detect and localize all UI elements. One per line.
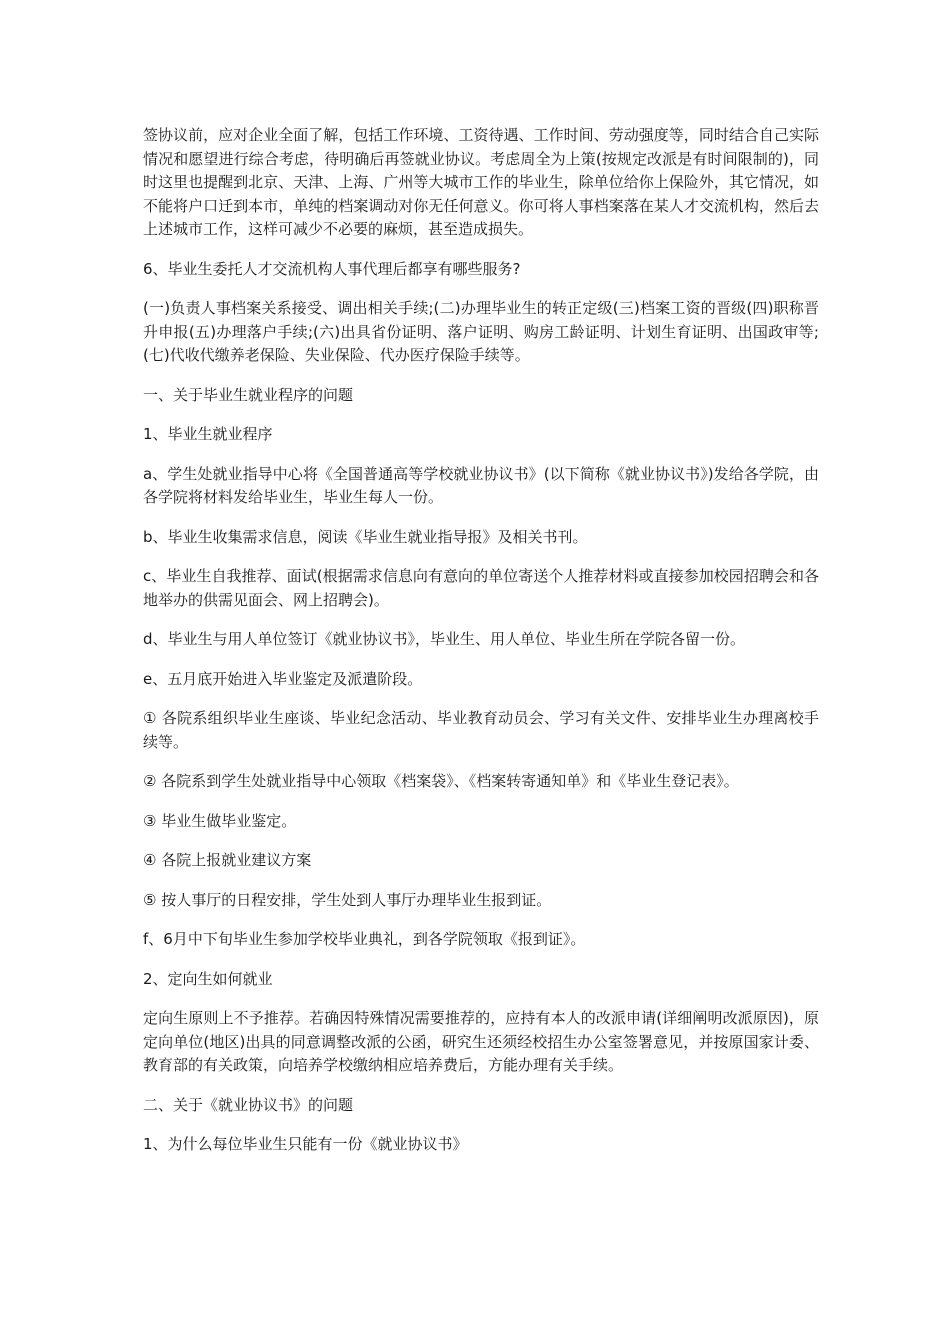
step-c-paragraph: c、毕业生自我推荐、面试(根据需求信息向有意向的单位寄送个人推荐材料或直接参加校园招聘会和各地举办的供需见面会、网上招聘会)。 xyxy=(143,567,819,609)
step-e-paragraph: e、五月底开始进入毕业鉴定及派遣阶段。 xyxy=(143,669,423,688)
directed-student-paragraph: 定向生原则上不予推荐。若确因特殊情况需要推荐的，应持有本人的改派申请(详细阐明改派原因)，原定向单位(地区)出具的同意调整改派的公函，研究生还须经校招生办公室签署意见，并按原国家计委、教育部的有关政策，向培养学校缴纳相应培养费后，方能办理有关手续。 xyxy=(143,1009,819,1074)
section-1-heading: 一、关于毕业生就业程序的问题 xyxy=(143,385,354,404)
substep-3-paragraph: ③ 毕业生做毕业鉴定。 xyxy=(143,811,297,830)
section-2-heading: 二、关于《就业协议书》的问题 xyxy=(143,1095,354,1114)
section-2-question-1: 1、为什么每位毕业生只能有一份《就业协议书》 xyxy=(143,1135,468,1153)
substep-1-paragraph: ① 各院系组织毕业生座谈、毕业纪念活动、毕业教育动员会、学习有关文件、安排毕业生办理离校手续等。 xyxy=(143,709,819,751)
substep-5-paragraph: ⑤ 按人事厅的日程安排，学生处到人事厅办理毕业生报到证。 xyxy=(143,890,552,909)
step-f-paragraph: f、6月中下旬毕业生参加学校毕业典礼，到各学院领取《报到证》。 xyxy=(143,930,586,948)
subsection-2-heading: 2、定向生如何就业 xyxy=(143,969,273,988)
services-list-paragraph: (一)负责人事档案关系接受、调出相关手续;(二)办理毕业生的转正定级(三)档案工资的晋级(四)职称晋升申报(五)办理落户手续;(六)出具省份证明、落户证明、购房工龄证明、计划生育证明、出国政审等;(七)代收代缴养老保险、失业保险、代办医疗保险手续等。 xyxy=(143,299,819,364)
question-6-heading: 6、毕业生委托人才交流机构人事代理后都享有哪些服务? xyxy=(143,259,521,278)
document-body xyxy=(143,124,819,1173)
substep-2-paragraph: ② 各院系到学生处就业指导中心领取《档案袋》、《档案转寄通知单》和《毕业生登记表》。 xyxy=(143,772,739,790)
subsection-1-heading: 1、毕业生就业程序 xyxy=(143,425,273,443)
step-b-paragraph: b、毕业生收集需求信息，阅读《毕业生就业指导报》及相关书刊。 xyxy=(143,527,588,546)
step-a-paragraph: a、学生处就业指导中心将《全国普通高等学校就业协议书》(以下简称《就业协议书》)发给各学院，由各学院将材料发给毕业生，毕业生每人一份。 xyxy=(143,464,819,506)
paragraph-intro: 签协议前，应对企业全面了解，包括工作环境、工资待遇、工作时间、劳动强度等，同时结合自己实际情况和愿望进行综合考虑，待明确后再签就业协议。考虑周全为上策(按规定改派是有时间限制的)，同时这里也提醒到北京、天津、上海、广州等大城市工作的毕业生，除单位给你上保险外，其它情况，如不能将户口迁到本市，单纯的档案调动对你无任何意义。你可将人事档案落在某人才交流机构，然后去上述城市工作，这样可减少不必要的麻烦，甚至造成损失。 xyxy=(143,126,819,238)
substep-4-paragraph: ④ 各院上报就业建议方案 xyxy=(143,851,312,869)
step-d-paragraph: d、毕业生与用人单位签订《就业协议书》，毕业生、用人单位、毕业生所在学院各留一份。 xyxy=(143,630,746,648)
